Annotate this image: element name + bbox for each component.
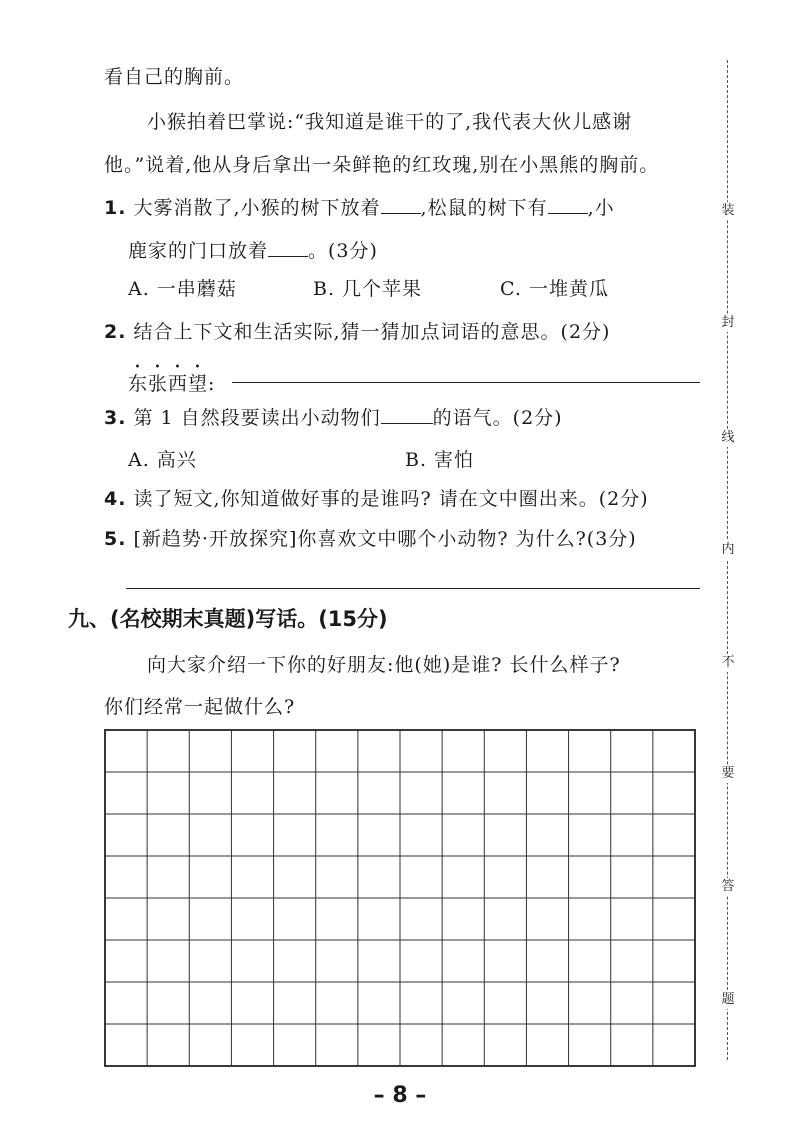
binding-char: 内 xyxy=(721,542,735,557)
option-c[interactable]: C. 一堆黄瓜 xyxy=(500,278,609,300)
question-2-term: 东张西望 xyxy=(128,373,209,395)
story-line-2: 小猴拍着巴掌说:“我知道是谁干的了,我代表大伙儿感谢 xyxy=(147,111,633,133)
question-5-text: [新趋势·开放探究]你喜欢文中哪个小动物? 为什么?(3分) xyxy=(133,528,637,550)
binding-char: 要 xyxy=(721,766,735,781)
question-1-text-e: 。(3分) xyxy=(308,240,378,262)
binding-margin xyxy=(720,60,736,1060)
question-5 xyxy=(104,524,637,551)
question-1-text-b: ,松鼠的树下有 xyxy=(420,197,548,219)
binding-char: 不 xyxy=(721,655,735,670)
answer-blank-1[interactable] xyxy=(381,195,421,214)
question-number: 5. xyxy=(104,528,127,550)
answer-blank-3[interactable] xyxy=(268,238,308,257)
question-number: 2. xyxy=(104,321,127,343)
question-2 xyxy=(104,317,610,344)
binding-char: 线 xyxy=(721,430,735,445)
question-2-text: 结合上下文和生活实际,猜一猜加点词语的意思。(2分) xyxy=(133,321,611,343)
question-4-text: 读了短文,你知道做好事的是谁吗? 请在文中圈出来。(2分) xyxy=(133,488,649,510)
option-a[interactable]: A. 一串蘑菇 xyxy=(128,278,237,300)
section-title: 九、(名校期末真题)写话。(15分) xyxy=(68,607,388,631)
question-1 xyxy=(104,193,615,220)
binding-char: 题 xyxy=(721,992,735,1007)
answer-line-q2[interactable] xyxy=(232,382,700,383)
question-number: 1. xyxy=(104,197,127,219)
question-2-term-line xyxy=(128,362,215,396)
option-b[interactable]: B. 害怕 xyxy=(405,449,475,471)
question-3 xyxy=(104,403,563,430)
writing-grid[interactable] xyxy=(104,729,696,1067)
answer-line-q5[interactable] xyxy=(126,588,700,589)
question-1-text-c: ,小 xyxy=(587,197,615,219)
question-number: 4. xyxy=(104,488,127,510)
binding-char: 答 xyxy=(721,879,735,894)
question-1-text-d: 鹿家的门口放着 xyxy=(128,240,269,262)
question-3-text-a: 第 1 自然段要读出小动物们 xyxy=(133,407,381,429)
question-1-text-a: 大雾消散了,小猴的树下放着 xyxy=(133,197,381,219)
page-number: – 8 – xyxy=(373,1083,427,1108)
question-number: 3. xyxy=(104,407,127,429)
binding-char: 装 xyxy=(721,203,735,218)
question-3-text-b: 的语气。(2分) xyxy=(432,407,563,429)
story-line-1: 看自己的胸前。 xyxy=(104,66,245,88)
story-line-3: 他。”说着,他从身后拿出一朵鲜艳的红玫瑰,别在小黑熊的胸前。 xyxy=(104,154,660,176)
writing-prompt-line-2: 你们经常一起做什么? xyxy=(104,696,296,718)
question-4 xyxy=(104,484,649,511)
question-2-colon: : xyxy=(208,373,216,395)
option-b[interactable]: B. 几个苹果 xyxy=(313,278,423,300)
writing-prompt-line-1: 向大家介绍一下你的好朋友:他(她)是谁? 长什么样子? xyxy=(147,654,621,676)
option-a[interactable]: A. 高兴 xyxy=(128,449,197,471)
question-1-continued xyxy=(128,236,378,263)
answer-blank-4[interactable] xyxy=(381,405,433,424)
binding-char: 封 xyxy=(721,315,735,330)
answer-blank-2[interactable] xyxy=(548,195,588,214)
